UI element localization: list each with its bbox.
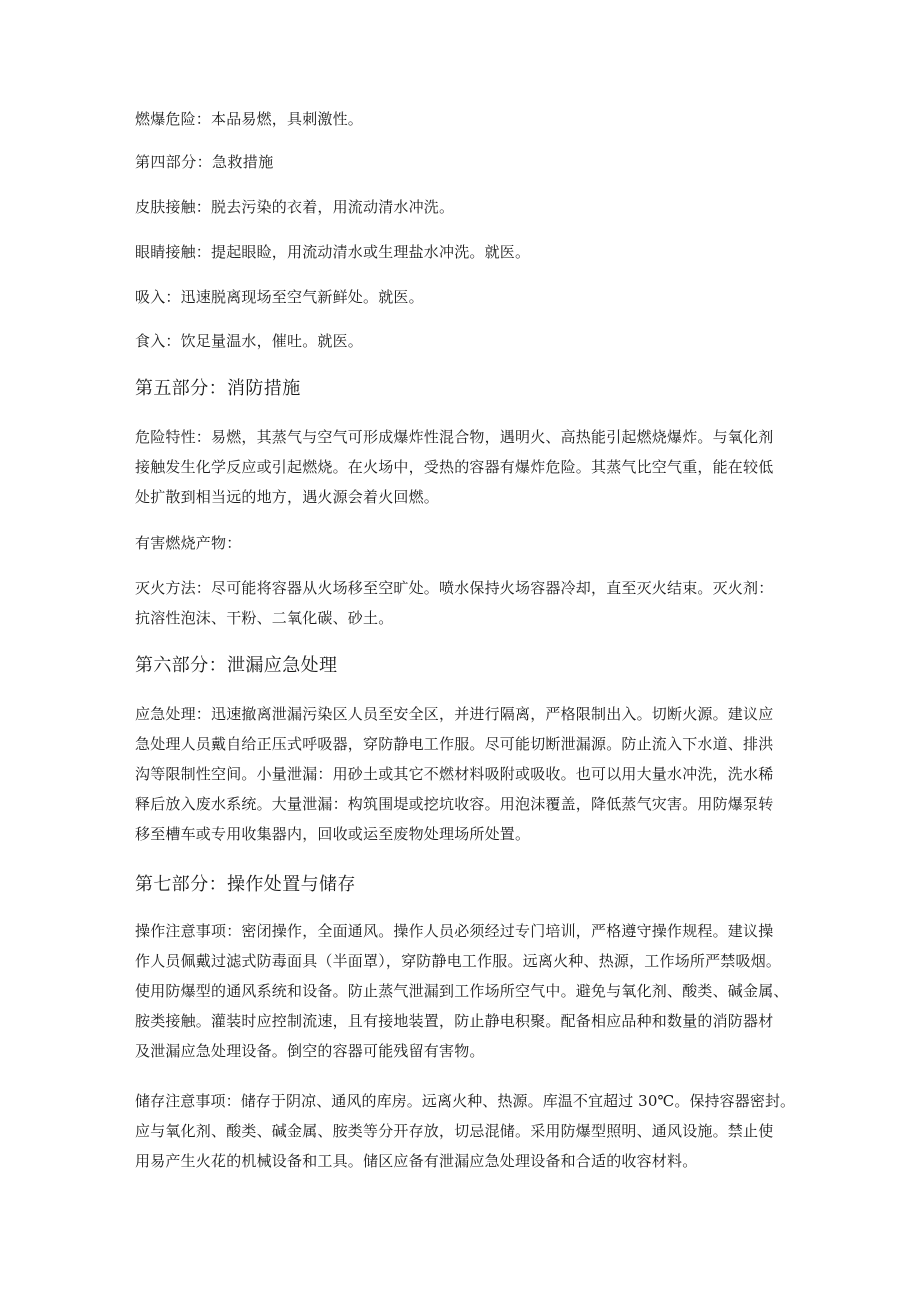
emergency-line: 急处理人员戴自给正压式呼吸器，穿防静电工作服。尽可能切断泄漏源。防止流入下水道、排洪 xyxy=(135,735,774,753)
storage-line: 应与氧化剂、酸类、碱金属、胺类等分开存放，切忌混储。采用防爆型照明、通风设施。禁止使 xyxy=(135,1122,774,1140)
hazard-line: 处扩散到相当远的地方，遇火源会着火回燃。 xyxy=(135,488,440,506)
extinguishing-line: 抗溶性泡沫、干粉、二氧化碳、砂土。 xyxy=(135,609,394,627)
emergency-line: 释后放入废水系统。大量泄漏：构筑围堤或挖坑收容。用泡沫覆盖，降低蒸气灾害。用防爆泵转 xyxy=(135,795,774,813)
handling-line: 及泄漏应急处理设备。倒空的容器可能残留有害物。 xyxy=(135,1042,485,1060)
emergency-line: 沟等限制性空间。小量泄漏：用砂土或其它不燃材料吸附或吸收。也可以用大量水冲洗，洗水稀 xyxy=(135,765,774,783)
handling-line: 使用防爆型的通风系统和设备。防止蒸气泄漏到工作场所空气中。避免与氧化剂、酸类、碱金属、 xyxy=(135,982,789,1000)
storage-line: 用易产生火花的机械设备和工具。储区应备有泄漏应急处理设备和合适的收容材料。 xyxy=(135,1152,698,1170)
handling-line: 作人员佩戴过滤式防毒面具（半面罩），穿防静电工作服。远离火种、热源，工作场所严禁吸烟。 xyxy=(135,952,782,970)
section4-heading: 第四部分：急救措施 xyxy=(135,153,274,171)
emergency-handling xyxy=(135,699,795,849)
section5-heading: 第五部分：消防措施 xyxy=(135,378,301,399)
hazard-line: 危险特性：易燃，其蒸气与空气可形成爆炸性混合物，遇明火、高热能引起燃烧爆炸。与氧化剂 xyxy=(135,428,774,446)
emergency-line: 移至槽车或专用收集器内，回收或运至废物处理场所处置。 xyxy=(135,825,531,843)
handling-line: 胺类接触。灌装时应控制流速，且有接地装置，防止静电积聚。配备相应品种和数量的消防器材 xyxy=(135,1012,774,1030)
fire-explosion-hazard: 燃爆危险：本品易燃，具刺激性。 xyxy=(135,110,364,128)
combustion-products: 有害燃烧产物： xyxy=(135,534,242,552)
eye-contact: 眼睛接触：提起眼睑，用流动清水或生理盐水冲洗。就医。 xyxy=(135,243,531,261)
storage-precautions xyxy=(135,1086,795,1176)
emergency-line: 应急处理：迅速撤离泄漏污染区人员至安全区，并进行隔离，严格限制出入。切断火源。建议应 xyxy=(135,705,774,723)
section7-heading: 第七部分：操作处置与储存 xyxy=(135,874,356,895)
section6-heading: 第六部分：泄漏应急处理 xyxy=(135,655,338,676)
extinguishing-method xyxy=(135,573,795,633)
ingestion: 食入：饮足量温水，催吐。就医。 xyxy=(135,332,364,350)
hazard-characteristics xyxy=(135,422,795,512)
extinguishing-line: 灭火方法：尽可能将容器从火场移至空旷处。喷水保持火场容器冷却，直至灭火结束。灭火剂： xyxy=(135,579,774,597)
handling-precautions xyxy=(135,916,795,1066)
inhalation: 吸入：迅速脱离现场至空气新鲜处。就医。 xyxy=(135,288,424,306)
hazard-line: 接触发生化学反应或引起燃烧。在火场中，受热的容器有爆炸危险。其蒸气比空气重，能在较低 xyxy=(135,458,774,476)
skin-contact: 皮肤接触：脱去污染的衣着，用流动清水冲洗。 xyxy=(135,198,455,216)
storage-line: 储存注意事项：储存于阴凉、通风的库房。远离火种、热源。库温不宜超过 30℃。保持容器密封。 xyxy=(135,1092,796,1110)
handling-line: 操作注意事项：密闭操作，全面通风。操作人员必须经过专门培训，严格遵守操作规程。建议操 xyxy=(135,922,774,940)
